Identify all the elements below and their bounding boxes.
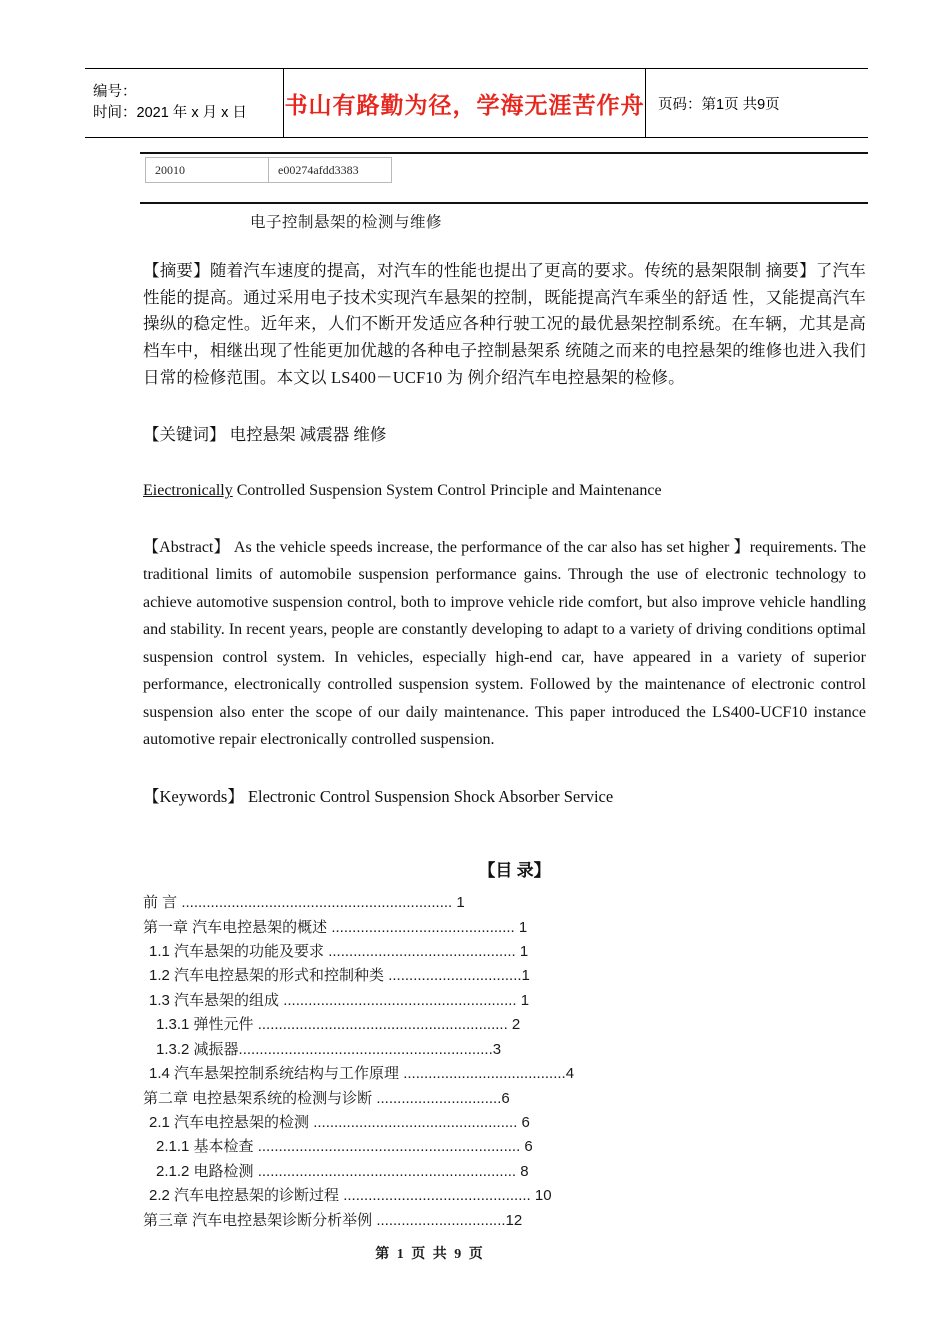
page-header-table — [85, 68, 868, 138]
bottom-divider-rule — [140, 202, 868, 204]
toc-entry[interactable]: 第二章 电控悬架系统的检测与诊断 ..............................6 — [143, 1089, 510, 1107]
spacer — [143, 754, 866, 784]
english-title-underlined-word: Eiectronically — [143, 481, 233, 499]
header-time-label: 时间：2021 年 x 月 x 日 — [93, 105, 247, 121]
english-abstract: 【Abstract】 As the vehicle speeds increase, the performance of the car also has set higher 】requirements. The traditional limits of automobile suspension performance gains. Through the use of electronic technology to achieve automotive suspension control, both to improve vehicle ride comfort, but also improve vehicle handling and stability. In recent years, people are constantly developing to adapt to a variety of driving conditions optimal suspension control system. In vehicles, especially high-end car, have appeared in a variety of superior performance, electronically controlled suspension system. Followed by the maintenance of electronic control suspension also enter the scope of our daily maintenance. This paper introduced the LS400-UCF10 instance automotive repair electronically controlled suspension. — [143, 538, 866, 749]
spacer — [143, 448, 866, 478]
chinese-abstract: 【摘要】随着汽车速度的提高，对汽车的性能也提出了更高的要求。传统的悬架限制 摘要】了汽车性能的提高。通过采用电子技术实现汽车悬架的控制，既能提高汽车乘坐的舒适 性，又能提高汽车操纵的稳定性。近年来，人们不断开发适应各种行驶工况的最优悬架控制系统。在车辆，尤其是高档车中，相继出现了性能更加优越的各种电子控制悬架系 统随之而来的电控悬架的维修也进入我们日常的检修范围。本文以 LS400－UCF10 为 例介绍汽车电控悬架的检修。 — [143, 261, 866, 387]
spacer — [143, 810, 866, 856]
toc-entry[interactable]: 2.1.2 电路检测 .............................................................. 8 — [156, 1162, 529, 1180]
header-motto-cell: 书山有路勤为径，学海无涯苦作舟 — [284, 69, 646, 138]
toc-heading: 【目 录】 — [478, 861, 551, 881]
top-divider-rule — [140, 152, 868, 154]
toc-entry[interactable]: 1.4 汽车悬架控制系统结构与工作原理 .......................................4 — [149, 1065, 575, 1083]
toc-entry[interactable]: 第一章 汽车电控悬架的概述 ............................................ 1 — [143, 918, 528, 936]
spacer — [143, 504, 866, 534]
toc-entry[interactable]: 2.1.1 基本检查 ............................................................... 6 — [156, 1138, 533, 1156]
table-row — [146, 158, 392, 183]
spacer — [143, 392, 866, 422]
toc-entry[interactable]: 2.1 汽车电控悬架的检测 ................................................. 6 — [149, 1114, 530, 1132]
toc-entry[interactable]: 1.2 汽车电控悬架的形式和控制种类 ................................1 — [149, 967, 530, 985]
header-page-cell: 页码：第1页 共9页 — [646, 69, 869, 138]
id-cell-code: 20010 — [146, 158, 269, 183]
document-body — [143, 258, 866, 1233]
id-cell-hash: e00274afdd3383 — [269, 158, 392, 183]
header-row — [85, 69, 868, 138]
english-title-rest: Controlled Suspension System Control Principle and Maintenance — [232, 481, 662, 499]
english-title — [143, 478, 866, 504]
toc-entry[interactable]: 前 言 ................................................................. 1 — [143, 894, 465, 912]
toc-entry[interactable]: 1.3 汽车悬架的组成 ........................................................ 1 — [149, 991, 530, 1009]
toc-entry[interactable]: 1.3.1 弹性元件 ............................................................ 2 — [156, 1016, 521, 1034]
table-of-contents — [143, 891, 866, 1233]
document-title: 电子控制悬架的检测与维修 — [250, 214, 443, 231]
document-id-table — [145, 157, 392, 183]
toc-entry[interactable]: 第三章 汽车电控悬架诊断分析举例 ...............................12 — [143, 1211, 523, 1229]
toc-entry[interactable]: 1.3.2 减振器.............................................................3 — [156, 1040, 502, 1058]
toc-entry[interactable]: 2.2 汽车电控悬架的诊断过程 ............................................. 10 — [149, 1187, 552, 1205]
header-meta-cell — [85, 69, 284, 138]
english-keywords: 【Keywords】 Electronic Control Suspension Shock Absorber Service — [143, 786, 614, 806]
chinese-keywords: 【关键词】 电控悬架 减震器 维修 — [143, 424, 387, 444]
page-footer: 第 1 页 共 9 页 — [375, 1247, 485, 1262]
header-number-label: 编号： — [93, 83, 137, 100]
toc-entry[interactable]: 1.1 汽车悬架的功能及要求 ............................................. 1 — [149, 942, 529, 960]
